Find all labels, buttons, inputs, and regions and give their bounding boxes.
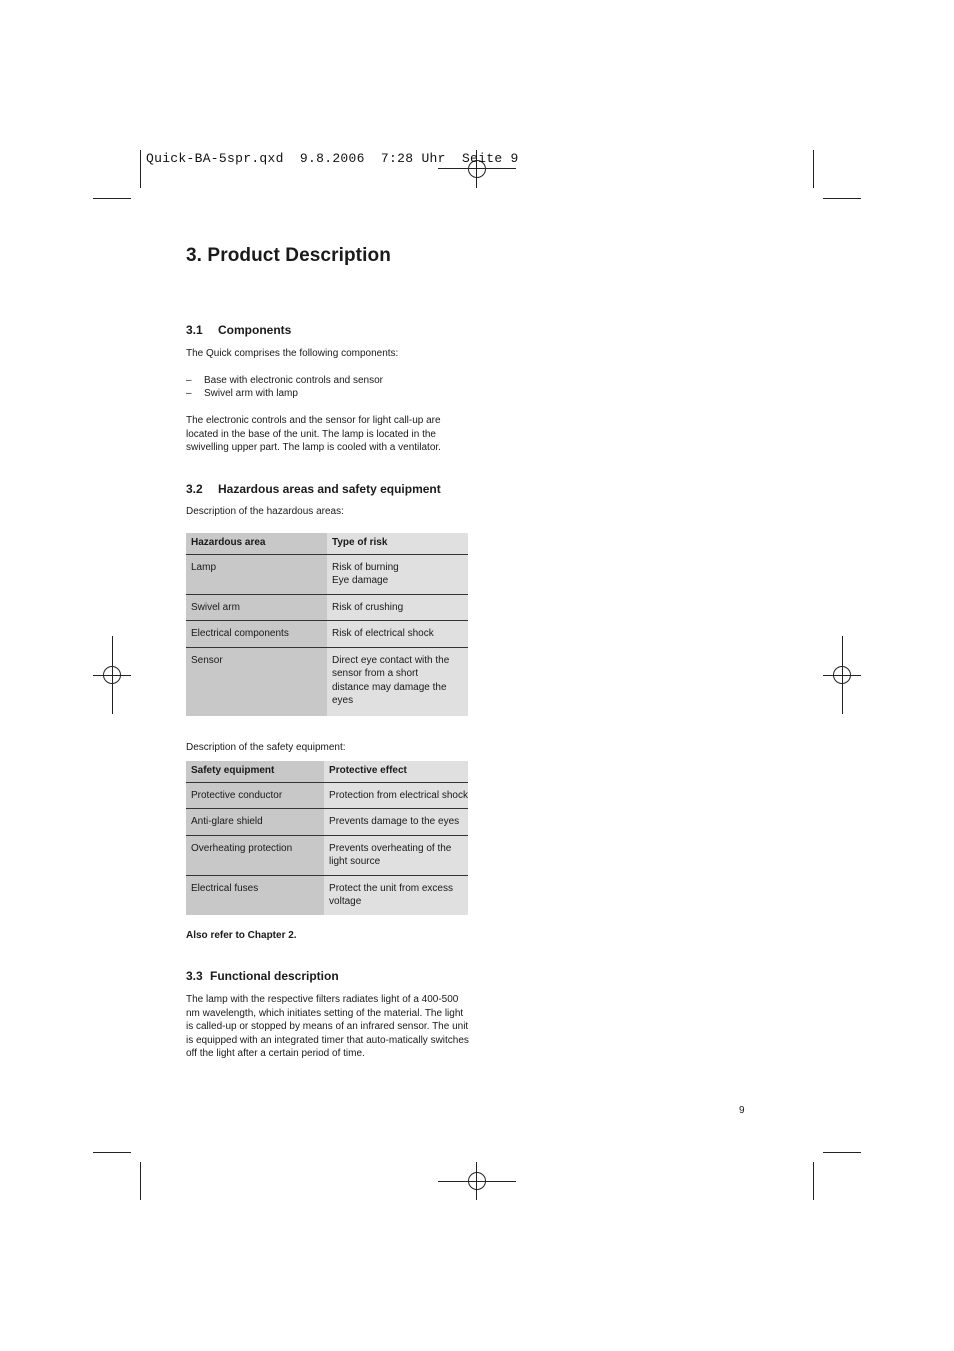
table-cell: Sensor — [186, 647, 327, 716]
column-header: Protective effect — [324, 761, 468, 782]
safety-table — [186, 761, 468, 915]
section-heading — [186, 482, 441, 496]
table-row — [186, 875, 468, 915]
section-number: 3.1 — [186, 323, 203, 337]
table-cell: Risk of crushing — [327, 594, 468, 621]
table-cell: Overheating protection — [186, 835, 324, 875]
section-title: Hazardous areas and safety equipment — [218, 482, 441, 496]
print-slug-line: Quick-BA-5spr.qxd 9.8.2006 7:28 Uhr Seite 9 — [146, 151, 519, 166]
section-heading — [186, 323, 291, 337]
table-cell: Anti-glare shield — [186, 809, 324, 836]
table-cell: Protect the unit from excess voltage — [324, 875, 468, 915]
table-cell: Risk of electrical shock — [327, 621, 468, 648]
column-header: Safety equipment — [186, 761, 324, 782]
table-row — [186, 554, 468, 594]
components-list — [186, 374, 383, 400]
table-cell: Protective conductor — [186, 782, 324, 809]
section-title: Components — [218, 323, 292, 337]
section-number: 3.3 — [186, 969, 203, 983]
table-cell: Direct eye contact with the sensor from a short distance may damage the eyes — [327, 647, 468, 716]
section-hazardous-areas — [186, 482, 441, 496]
table-cell: Lamp — [186, 554, 327, 594]
table-cell: Prevents damage to the eyes — [324, 809, 468, 836]
table-row — [186, 782, 468, 809]
chapter-reference-note: Also refer to Chapter 2. — [186, 930, 297, 941]
page-number: 9 — [739, 1105, 745, 1116]
hazard-intro: Description of the hazardous areas: — [186, 506, 344, 517]
table-header-row — [186, 533, 468, 554]
table-row — [186, 647, 468, 716]
table-cell: Protection from electrical shock — [324, 782, 468, 809]
components-intro: The Quick comprises the following components: — [186, 348, 399, 359]
functional-description-body: The lamp with the respective filters radiates light of a 400-500 nm wavelength, which initiates setting of the material. The light is called-up or stopped by means of an infrared sensor. The unit is equipped with an integrated timer that auto-matically switches off the light after a certain period of time. — [186, 994, 469, 1059]
table-row — [186, 809, 468, 836]
section-functional-description — [186, 969, 339, 983]
section-heading — [186, 969, 339, 983]
safety-intro: Description of the safety equipment: — [186, 742, 346, 753]
table-cell: Risk of burning Eye damage — [327, 554, 468, 594]
list-item: – Swivel arm with lamp — [186, 387, 383, 400]
table-row — [186, 835, 468, 875]
table-row — [186, 621, 468, 648]
chapter-title: 3. Product Description — [186, 245, 391, 266]
section-title: Functional description — [210, 969, 339, 983]
components-body: The electronic controls and the sensor for light call-up are located in the base of the unit. The lamp is located in the swivelling upper part. The lamp is cooled with a ventilator. — [186, 415, 441, 453]
table-cell: Swivel arm — [186, 594, 327, 621]
list-item: – Base with electronic controls and sensor — [186, 374, 383, 387]
hazard-table — [186, 533, 468, 716]
table-row — [186, 594, 468, 621]
table-cell: Prevents overheating of the light source — [324, 835, 468, 875]
column-header: Type of risk — [327, 533, 468, 554]
table-cell: Electrical components — [186, 621, 327, 648]
table-header-row — [186, 761, 468, 782]
section-components — [186, 323, 291, 337]
column-header: Hazardous area — [186, 533, 327, 554]
table-cell: Electrical fuses — [186, 875, 324, 915]
section-number: 3.2 — [186, 482, 203, 496]
